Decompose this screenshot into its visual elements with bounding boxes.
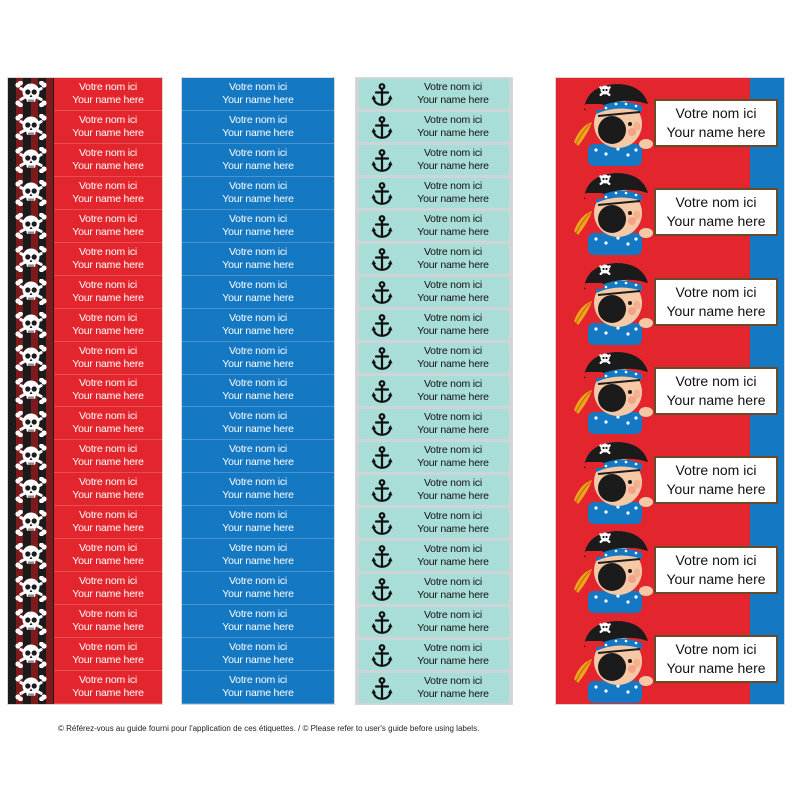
pirate-name-label	[556, 436, 784, 523]
label-line-english: Your name here	[417, 226, 489, 239]
name-card	[654, 635, 778, 683]
anchor-icon	[371, 182, 393, 206]
label-text	[397, 178, 509, 208]
anchor-icon	[371, 677, 393, 701]
name-label	[359, 607, 509, 637]
name-label	[54, 671, 162, 704]
label-line-french: Votre nom ici	[423, 410, 483, 423]
name-label	[182, 210, 334, 243]
skull-crossbones-icon	[15, 114, 47, 140]
name-card	[654, 546, 778, 594]
pirate-name-label	[556, 167, 784, 254]
name-label	[54, 243, 162, 276]
label-line-french: Votre nom ici	[228, 377, 288, 390]
label-line-french: Votre nom ici	[423, 476, 483, 489]
name-label	[182, 506, 334, 539]
label-line-english: Your name here	[417, 522, 489, 535]
label-line-french: Votre nom ici	[423, 641, 483, 654]
name-label	[182, 440, 334, 473]
label-line-french: Votre nom ici	[423, 608, 483, 621]
name-label	[359, 112, 509, 142]
label-line-english: Your name here	[666, 570, 766, 587]
name-label	[359, 376, 509, 406]
name-label	[359, 178, 509, 208]
label-line-english: Your name here	[417, 654, 489, 667]
label-text	[397, 112, 509, 142]
pirate-icon	[562, 440, 658, 524]
label-text	[397, 343, 509, 373]
skull-crossbones-icon	[15, 477, 47, 503]
label-line-english: Your name here	[417, 423, 489, 436]
label-line-english: Your name here	[417, 358, 489, 371]
anchor-icon	[371, 347, 393, 371]
anchor-icon	[371, 545, 393, 569]
label-line-english: Your name here	[222, 654, 294, 667]
label-line-english: Your name here	[417, 94, 489, 107]
label-line-english: Your name here	[72, 621, 144, 634]
skull-crossbones-icon	[15, 444, 47, 470]
label-text	[397, 442, 509, 472]
label-line-english: Your name here	[666, 391, 766, 408]
name-label	[359, 640, 509, 670]
name-label	[359, 442, 509, 472]
name-card	[654, 188, 778, 236]
name-label	[54, 144, 162, 177]
label-line-english: Your name here	[666, 481, 766, 498]
label-line-english: Your name here	[666, 660, 766, 677]
pirate-icon	[562, 529, 658, 613]
name-label	[54, 375, 162, 408]
label-line-french: Votre nom ici	[78, 377, 138, 390]
skull-crossbones-icon	[15, 81, 47, 107]
label-text	[397, 607, 509, 637]
label-line-french: Votre nom ici	[423, 147, 483, 160]
label-line-french: Votre nom ici	[423, 542, 483, 555]
anchor-icon	[371, 149, 393, 173]
name-label	[182, 78, 334, 111]
label-line-french: Votre nom ici	[78, 344, 138, 357]
anchor-label-sheet	[356, 78, 512, 704]
name-label	[182, 177, 334, 210]
label-line-english: Your name here	[417, 160, 489, 173]
label-line-french: Votre nom ici	[228, 476, 288, 489]
name-label	[54, 342, 162, 375]
name-label	[182, 375, 334, 408]
label-line-english: Your name here	[72, 588, 144, 601]
name-label	[54, 638, 162, 671]
name-label	[182, 572, 334, 605]
name-label	[54, 111, 162, 144]
label-line-french: Votre nom ici	[675, 372, 757, 389]
pirate-icon	[562, 82, 658, 166]
anchor-icon	[371, 446, 393, 470]
label-line-french: Votre nom ici	[423, 345, 483, 358]
label-line-english: Your name here	[666, 302, 766, 319]
name-label	[54, 605, 162, 638]
skull-crossbones-icon	[15, 510, 47, 536]
anchor-icon	[371, 215, 393, 239]
skull-crossbones-icon	[15, 345, 47, 371]
label-line-french: Votre nom ici	[228, 212, 288, 225]
label-line-french: Votre nom ici	[228, 641, 288, 654]
skull-crossbones-icon	[15, 642, 47, 668]
label-line-french: Votre nom ici	[78, 542, 138, 555]
label-line-french: Votre nom ici	[423, 378, 483, 390]
label-line-english: Your name here	[222, 555, 294, 568]
name-card	[654, 456, 778, 504]
name-label	[182, 309, 334, 342]
label-line-english: Your name here	[222, 225, 294, 238]
label-line-english: Your name here	[222, 192, 294, 205]
name-label	[54, 572, 162, 605]
label-line-english: Your name here	[72, 126, 144, 139]
label-line-french: Votre nom ici	[228, 542, 288, 555]
label-line-french: Votre nom ici	[423, 279, 483, 292]
label-line-english: Your name here	[72, 489, 144, 502]
skull-crossbones-icon	[15, 246, 47, 272]
label-text	[397, 211, 509, 241]
label-text	[397, 409, 509, 439]
label-line-english: Your name here	[72, 324, 144, 337]
label-line-english: Your name here	[417, 555, 489, 568]
label-line-french: Votre nom ici	[78, 146, 138, 159]
label-line-english: Your name here	[72, 423, 144, 436]
label-line-french: Votre nom ici	[423, 81, 483, 94]
label-line-french: Votre nom ici	[78, 245, 138, 258]
name-label	[182, 111, 334, 144]
label-line-french: Votre nom ici	[78, 179, 138, 192]
label-line-french: Votre nom ici	[423, 575, 483, 588]
name-label	[54, 473, 162, 506]
name-label	[359, 541, 509, 571]
label-line-english: Your name here	[417, 489, 489, 502]
name-label	[182, 407, 334, 440]
label-line-french: Votre nom ici	[423, 509, 483, 522]
label-line-english: Your name here	[72, 390, 144, 403]
skull-crossbones-icon	[15, 279, 47, 305]
label-line-french: Votre nom ici	[423, 312, 483, 325]
label-line-english: Your name here	[222, 159, 294, 172]
name-label	[54, 177, 162, 210]
name-label	[54, 407, 162, 440]
pirate-label-sheet	[556, 78, 784, 704]
label-line-english: Your name here	[417, 292, 489, 305]
anchor-icon	[371, 413, 393, 437]
name-label	[54, 210, 162, 243]
name-label	[359, 211, 509, 241]
label-text	[397, 574, 509, 604]
pirate-icon	[562, 619, 658, 703]
anchor-icon	[371, 380, 393, 404]
label-line-english: Your name here	[417, 325, 489, 338]
label-line-english: Your name here	[222, 258, 294, 271]
label-line-french: Votre nom ici	[228, 80, 288, 93]
label-line-english: Your name here	[72, 687, 144, 700]
label-line-french: Votre nom ici	[228, 179, 288, 192]
label-line-english: Your name here	[222, 390, 294, 403]
label-line-french: Votre nom ici	[228, 608, 288, 621]
name-label	[359, 343, 509, 373]
label-line-french: Votre nom ici	[228, 410, 288, 423]
name-label	[182, 539, 334, 572]
skull-crossbones-icon	[15, 576, 47, 602]
anchor-icon	[371, 116, 393, 140]
label-line-english: Your name here	[222, 93, 294, 106]
name-label	[359, 310, 509, 340]
label-line-french: Votre nom ici	[675, 104, 757, 121]
label-line-english: Your name here	[417, 259, 489, 272]
label-text	[397, 376, 509, 406]
label-line-french: Votre nom ici	[423, 180, 483, 193]
name-label	[359, 145, 509, 175]
name-label	[182, 276, 334, 309]
label-line-french: Votre nom ici	[78, 674, 138, 687]
label-line-english: Your name here	[417, 456, 489, 469]
label-line-french: Votre nom ici	[675, 283, 757, 300]
name-label	[182, 144, 334, 177]
usage-notice: © Référez-vous au guide fourni pour l'application de ces étiquettes. / © Please refer to user's guide before using labels.	[58, 724, 480, 733]
label-line-english: Your name here	[417, 391, 489, 403]
pirate-name-label	[556, 346, 784, 433]
label-line-french: Votre nom ici	[78, 641, 138, 654]
label-line-french: Votre nom ici	[423, 114, 483, 127]
pirate-icon	[562, 350, 658, 434]
label-line-french: Votre nom ici	[228, 311, 288, 324]
anchor-icon	[371, 281, 393, 305]
label-line-french: Votre nom ici	[78, 608, 138, 621]
label-line-english: Your name here	[72, 258, 144, 271]
label-line-french: Votre nom ici	[675, 551, 757, 568]
label-text	[397, 673, 509, 703]
label-text	[397, 79, 509, 109]
label-line-english: Your name here	[72, 192, 144, 205]
label-line-french: Votre nom ici	[228, 509, 288, 522]
label-line-french: Votre nom ici	[78, 113, 138, 126]
label-line-french: Votre nom ici	[228, 146, 288, 159]
label-line-french: Votre nom ici	[78, 212, 138, 225]
label-line-english: Your name here	[72, 159, 144, 172]
anchor-icon	[371, 314, 393, 338]
label-line-english: Your name here	[72, 93, 144, 106]
name-label	[54, 309, 162, 342]
label-line-english: Your name here	[72, 456, 144, 469]
label-line-french: Votre nom ici	[228, 245, 288, 258]
label-line-french: Votre nom ici	[423, 674, 483, 687]
name-label	[359, 244, 509, 274]
name-label	[359, 475, 509, 505]
label-line-french: Votre nom ici	[228, 575, 288, 588]
pirate-icon	[562, 171, 658, 255]
label-line-english: Your name here	[222, 588, 294, 601]
anchor-icon	[371, 248, 393, 272]
label-text	[397, 541, 509, 571]
label-line-english: Your name here	[222, 522, 294, 535]
label-text	[397, 508, 509, 538]
label-line-french: Votre nom ici	[78, 278, 138, 291]
label-line-french: Votre nom ici	[228, 443, 288, 456]
name-card	[654, 99, 778, 147]
anchor-icon	[371, 83, 393, 107]
label-line-english: Your name here	[72, 555, 144, 568]
label-line-french: Votre nom ici	[228, 113, 288, 126]
name-label	[54, 78, 162, 111]
skull-crossbones-icon	[15, 675, 47, 701]
label-line-english: Your name here	[72, 291, 144, 304]
label-line-english: Your name here	[222, 687, 294, 700]
name-card	[654, 367, 778, 415]
label-line-french: Votre nom ici	[423, 246, 483, 259]
label-line-english: Your name here	[222, 357, 294, 370]
name-label	[359, 409, 509, 439]
anchor-icon	[371, 611, 393, 635]
label-line-english: Your name here	[666, 123, 766, 140]
skull-crossbones-icon	[15, 180, 47, 206]
label-line-english: Your name here	[222, 621, 294, 634]
label-line-english: Your name here	[222, 489, 294, 502]
label-line-french: Votre nom ici	[423, 213, 483, 226]
name-label	[359, 277, 509, 307]
label-line-english: Your name here	[72, 654, 144, 667]
label-line-english: Your name here	[72, 522, 144, 535]
label-line-french: Votre nom ici	[675, 641, 757, 658]
name-label	[182, 638, 334, 671]
pirate-name-label	[556, 525, 784, 612]
label-line-french: Votre nom ici	[228, 674, 288, 687]
anchor-icon	[371, 512, 393, 536]
label-line-english: Your name here	[417, 621, 489, 634]
label-line-english: Your name here	[417, 588, 489, 601]
label-line-english: Your name here	[72, 225, 144, 238]
label-line-french: Votre nom ici	[78, 311, 138, 324]
label-line-english: Your name here	[417, 193, 489, 206]
pirate-name-label	[556, 257, 784, 344]
anchor-icon	[371, 578, 393, 602]
skull-crossbones-icon	[15, 147, 47, 173]
label-line-french: Votre nom ici	[228, 278, 288, 291]
pirate-icon	[562, 261, 658, 345]
label-text	[397, 310, 509, 340]
name-label	[359, 673, 509, 703]
label-line-english: Your name here	[666, 213, 766, 230]
name-label	[54, 440, 162, 473]
label-text	[397, 475, 509, 505]
name-label	[54, 539, 162, 572]
skull-crossbones-icon	[15, 378, 47, 404]
label-line-english: Your name here	[72, 357, 144, 370]
label-line-french: Votre nom ici	[228, 344, 288, 357]
label-line-french: Votre nom ici	[423, 443, 483, 456]
name-label	[182, 342, 334, 375]
pirate-name-label	[556, 78, 784, 165]
label-line-english: Your name here	[417, 687, 489, 700]
name-label	[182, 605, 334, 638]
name-label	[54, 506, 162, 539]
name-card	[654, 278, 778, 326]
label-line-english: Your name here	[222, 324, 294, 337]
name-label	[359, 574, 509, 604]
label-text	[397, 277, 509, 307]
label-text	[397, 244, 509, 274]
blue-label-sheet	[182, 78, 334, 704]
label-line-english: Your name here	[222, 291, 294, 304]
name-label	[182, 243, 334, 276]
label-line-english: Your name here	[222, 126, 294, 139]
label-line-french: Votre nom ici	[78, 443, 138, 456]
label-line-french: Votre nom ici	[78, 575, 138, 588]
label-line-french: Votre nom ici	[78, 509, 138, 522]
skull-crossbones-icon	[15, 609, 47, 635]
pirate-name-label	[556, 615, 784, 702]
skull-crossbones-icon	[15, 543, 47, 569]
anchor-icon	[371, 644, 393, 668]
skull-crossbones-icon	[15, 312, 47, 338]
label-line-french: Votre nom ici	[78, 476, 138, 489]
label-line-french: Votre nom ici	[675, 194, 757, 211]
name-label	[359, 508, 509, 538]
skull-crossbones-icon	[15, 213, 47, 239]
name-label	[182, 671, 334, 704]
name-label	[182, 473, 334, 506]
name-label	[359, 79, 509, 109]
label-line-french: Votre nom ici	[675, 462, 757, 479]
label-line-english: Your name here	[222, 456, 294, 469]
skull-strip	[8, 78, 54, 704]
label-line-english: Your name here	[222, 423, 294, 436]
label-line-french: Votre nom ici	[78, 80, 138, 93]
name-label	[54, 276, 162, 309]
anchor-icon	[371, 479, 393, 503]
label-line-english: Your name here	[417, 127, 489, 140]
label-text	[397, 145, 509, 175]
skull-label-sheet	[8, 78, 162, 704]
label-text	[397, 640, 509, 670]
skull-crossbones-icon	[15, 411, 47, 437]
label-line-french: Votre nom ici	[78, 410, 138, 423]
